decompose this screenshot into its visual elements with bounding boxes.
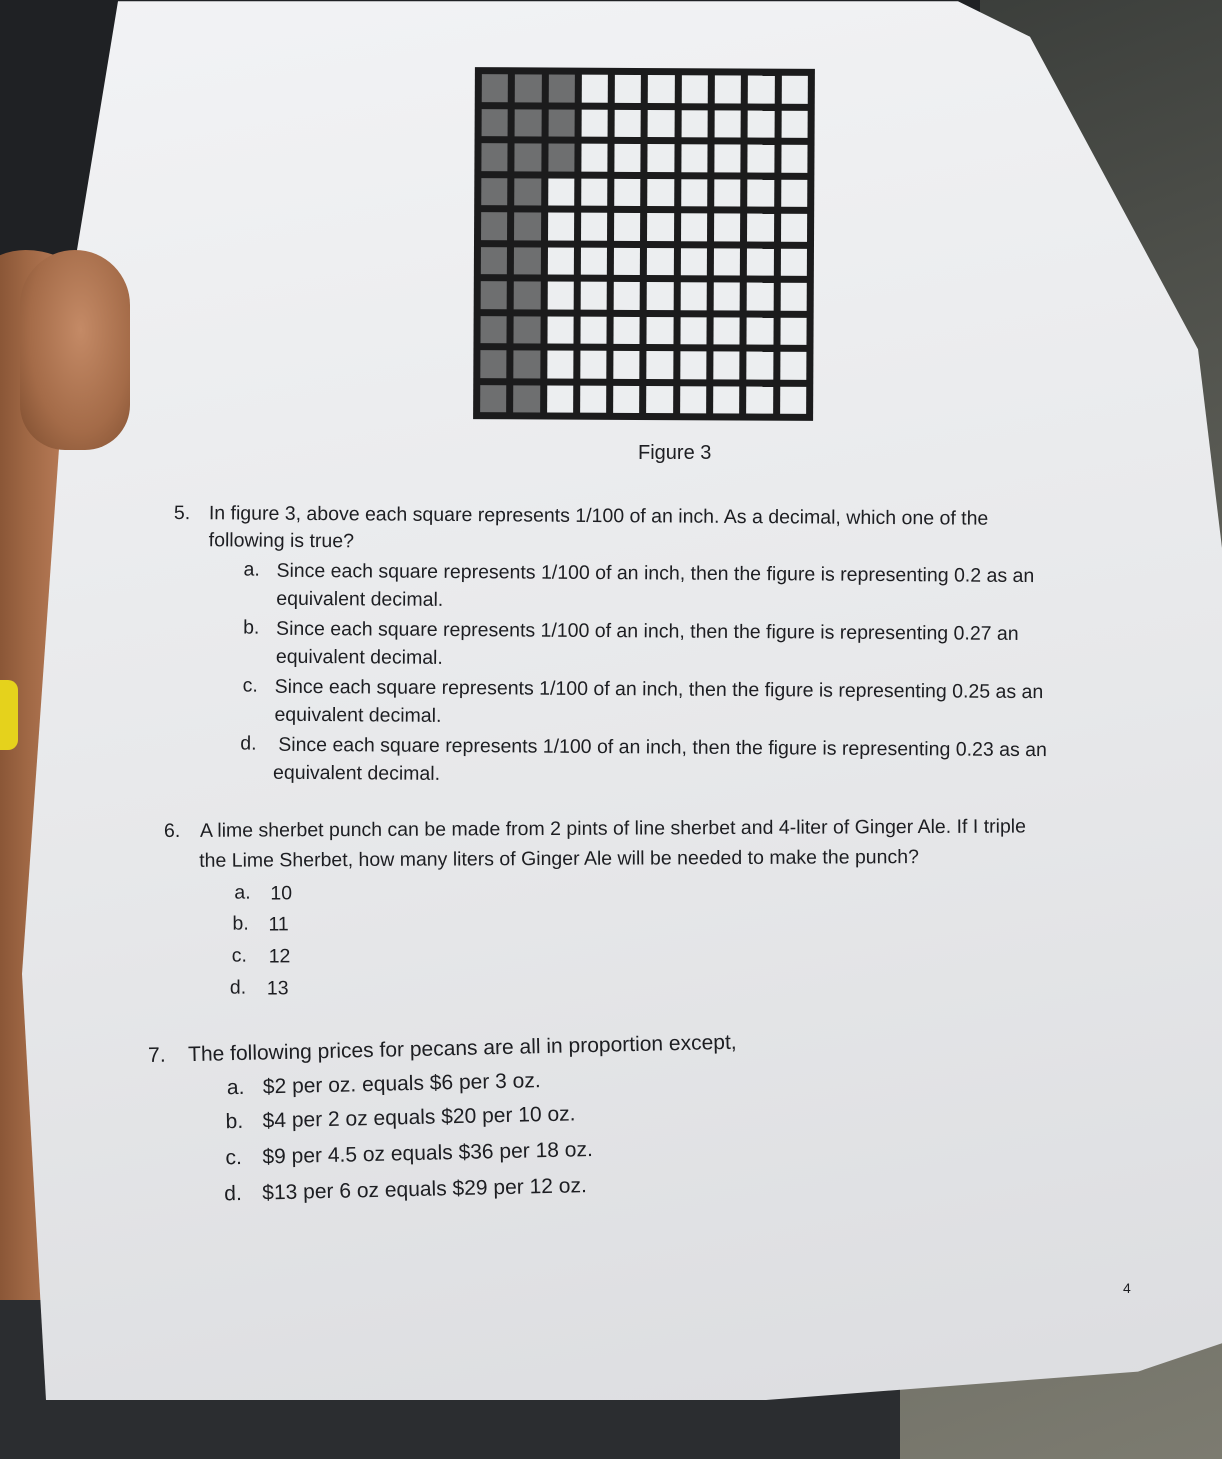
q7-option-c-text[interactable]: $9 per 4.5 oz equals $36 per 18 oz. xyxy=(262,1137,594,1169)
grid-cell xyxy=(680,282,706,310)
grid-cell-shaded xyxy=(480,316,506,344)
grid-cell xyxy=(714,179,740,207)
grid-cell xyxy=(580,385,606,413)
q5-option-d-line1[interactable]: Since each square represents 1/100 of an inch, then the figure is representing 0.23 as an xyxy=(278,733,1047,762)
grid-cell-shaded xyxy=(481,212,507,240)
question-5-text-line2: following is true? xyxy=(208,529,355,553)
grid-cell xyxy=(680,386,706,414)
q7-option-d-text[interactable]: $13 per 6 oz equals $29 per 12 oz. xyxy=(262,1174,588,1205)
grid-cell-shaded xyxy=(514,212,540,240)
q5-option-c-letter: c. xyxy=(242,674,258,697)
q6-option-a-letter: a. xyxy=(234,881,251,904)
grid-cell xyxy=(714,248,740,276)
grid-cell xyxy=(580,351,606,379)
grid-cell xyxy=(781,76,807,104)
q6-option-a-text[interactable]: 10 xyxy=(270,882,293,905)
grid-cell xyxy=(613,351,639,379)
grid-cell xyxy=(747,352,773,380)
grid-cell xyxy=(547,247,573,275)
grid-cell xyxy=(648,75,674,103)
grid-cell xyxy=(614,247,640,275)
q6-option-b-text[interactable]: 11 xyxy=(268,913,289,936)
question-5-number: 5. xyxy=(173,502,191,525)
grid-cell xyxy=(547,281,573,309)
grid-cell xyxy=(681,110,707,138)
grid-cell xyxy=(680,317,706,345)
grid-cell xyxy=(614,213,640,241)
grid-cell xyxy=(547,385,573,413)
q6-option-c-text[interactable]: 12 xyxy=(268,945,291,968)
grid-cell-shaded xyxy=(514,178,540,206)
grid-cell xyxy=(682,75,708,103)
grid-cell xyxy=(747,214,773,242)
grid-cell xyxy=(581,109,607,137)
grid-cell xyxy=(747,386,773,414)
grid-cell-shaded xyxy=(482,74,508,102)
grid-cell xyxy=(647,317,673,345)
grid-cell xyxy=(647,282,673,310)
grid-cell xyxy=(747,248,773,276)
q5-option-b-line1[interactable]: Since each square represents 1/100 of an inch, then the figure is representing 0.27 an xyxy=(276,617,1019,645)
grid-cell xyxy=(681,179,707,207)
grid-cell xyxy=(647,351,673,379)
grid-cell xyxy=(648,110,674,138)
grid-cell xyxy=(680,351,706,379)
grid-cell xyxy=(614,178,640,206)
grid-cell-shaded xyxy=(513,385,539,413)
q5-option-c-line2[interactable]: equivalent decimal. xyxy=(274,703,442,727)
grid-cell-shaded xyxy=(481,178,507,206)
q7-option-b-letter: b. xyxy=(225,1109,244,1134)
grid-cell xyxy=(780,283,806,311)
grid-cell xyxy=(748,110,774,138)
grid-cell xyxy=(681,248,707,276)
grid-cell-shaded xyxy=(481,281,507,309)
grid-cell xyxy=(748,145,774,173)
q5-option-a-line1[interactable]: Since each square represents 1/100 of an inch, then the figure is representing 0.2 as an xyxy=(276,559,1035,588)
grid-cell xyxy=(613,385,639,413)
grid-cell xyxy=(713,386,739,414)
grid-cell xyxy=(581,247,607,275)
q7-option-b-text[interactable]: $4 per 2 oz equals $20 per 10 oz. xyxy=(262,1102,576,1133)
grid-cell xyxy=(748,76,774,104)
grid-cell xyxy=(648,179,674,207)
grid-cell xyxy=(547,350,573,378)
q5-option-b-line2[interactable]: equivalent decimal. xyxy=(275,645,443,669)
grid-cell xyxy=(614,282,640,310)
grid-cell xyxy=(581,213,607,241)
grid-cell xyxy=(714,282,740,310)
question-6-text-line2: the Lime Sherbet, how many liters of Ginger Ale will be needed to make the punch? xyxy=(199,846,919,872)
grid-cell xyxy=(748,179,774,207)
grid-cell-shaded xyxy=(515,143,541,171)
grid-cell xyxy=(681,213,707,241)
grid-cell xyxy=(780,386,806,414)
grid-cell-shaded xyxy=(481,143,507,171)
q5-option-d-letter: d. xyxy=(240,732,257,755)
grid-cell xyxy=(581,282,607,310)
grid-cell xyxy=(615,144,641,172)
grid-cell xyxy=(747,283,773,311)
grid-cell-shaded xyxy=(480,350,506,378)
grid-cell-shaded xyxy=(481,247,507,275)
q7-option-d-letter: d. xyxy=(224,1181,243,1206)
grid-cell xyxy=(781,214,807,242)
q6-option-d-text[interactable]: 13 xyxy=(266,977,289,1000)
grid-cell xyxy=(714,317,740,345)
grid-cell-shaded xyxy=(515,74,541,102)
q6-option-c-letter: c. xyxy=(231,944,247,967)
grid-cell-shaded xyxy=(548,143,574,171)
question-7-number: 7. xyxy=(147,1043,166,1068)
grid-cell xyxy=(681,144,707,172)
q5-option-c-line1[interactable]: Since each square represents 1/100 of an inch, then the figure is representing 0.25 as an xyxy=(274,675,1044,704)
q6-option-b-letter: b. xyxy=(232,912,249,935)
q6-option-d-letter: d. xyxy=(229,976,247,999)
grid-cell xyxy=(714,213,740,241)
q7-option-a-text[interactable]: $2 per oz. equals $6 per 3 oz. xyxy=(262,1069,541,1099)
grid-cell xyxy=(647,248,673,276)
grid-cell xyxy=(582,75,608,103)
figure-caption: Figure 3 xyxy=(638,442,712,464)
grid-cell xyxy=(548,212,574,240)
grid-cell xyxy=(548,178,574,206)
grid-cell xyxy=(715,75,741,103)
grid-cell xyxy=(581,178,607,206)
grid-cell xyxy=(714,144,740,172)
grid-cell xyxy=(781,110,807,138)
grid-cell-shaded xyxy=(515,109,541,137)
grid-cell xyxy=(715,110,741,138)
grid-cell xyxy=(781,145,807,173)
question-6-text-line1: A lime sherbet punch can be made from 2 pints of line sherbet and 4-liter of Ginger Ale. If I triple xyxy=(199,815,1027,842)
question-5 xyxy=(3,0,1222,785)
grid-cell-shaded xyxy=(480,385,506,413)
grid-cell xyxy=(580,316,606,344)
grid-cell-shaded xyxy=(514,316,540,344)
page-number: 4 xyxy=(1123,1280,1131,1296)
grid-cell xyxy=(713,351,739,379)
grid-cell-shaded xyxy=(514,281,540,309)
grid-cell xyxy=(615,75,641,103)
grid-cell xyxy=(547,316,573,344)
grid-cell xyxy=(780,352,806,380)
grid-cell xyxy=(648,213,674,241)
q5-option-a-line2[interactable]: equivalent decimal. xyxy=(276,587,444,611)
question-7-text: The following prices for pecans are all in proportion except, xyxy=(187,1030,737,1067)
question-6-number: 6. xyxy=(163,819,181,843)
q7-option-a-letter: a. xyxy=(226,1075,245,1100)
q5-option-a-letter: a. xyxy=(243,558,260,581)
grid-cell-shaded xyxy=(514,247,540,275)
q7-option-c-letter: c. xyxy=(225,1145,243,1170)
grid-cell xyxy=(781,179,807,207)
grid-cell xyxy=(647,386,673,414)
q5-option-d-line2[interactable]: equivalent decimal. xyxy=(273,761,441,785)
grid-cell xyxy=(614,316,640,344)
hundred-grid-figure xyxy=(473,67,815,421)
question-5-text-line1: In figure 3, above each square represents 1/100 of an inch. As a decimal, which one of the xyxy=(208,502,989,530)
grid-cell xyxy=(648,144,674,172)
grid-cell-shaded xyxy=(482,109,508,137)
grid-cell xyxy=(747,317,773,345)
grid-cell-shaded xyxy=(514,350,540,378)
grid-cell xyxy=(780,317,806,345)
grid-cell xyxy=(581,144,607,172)
grid-cell xyxy=(615,109,641,137)
grid-cell xyxy=(781,248,807,276)
grid-cell-shaded xyxy=(548,109,574,137)
q5-option-b-letter: b. xyxy=(243,616,260,639)
grid-cell-shaded xyxy=(548,74,574,102)
